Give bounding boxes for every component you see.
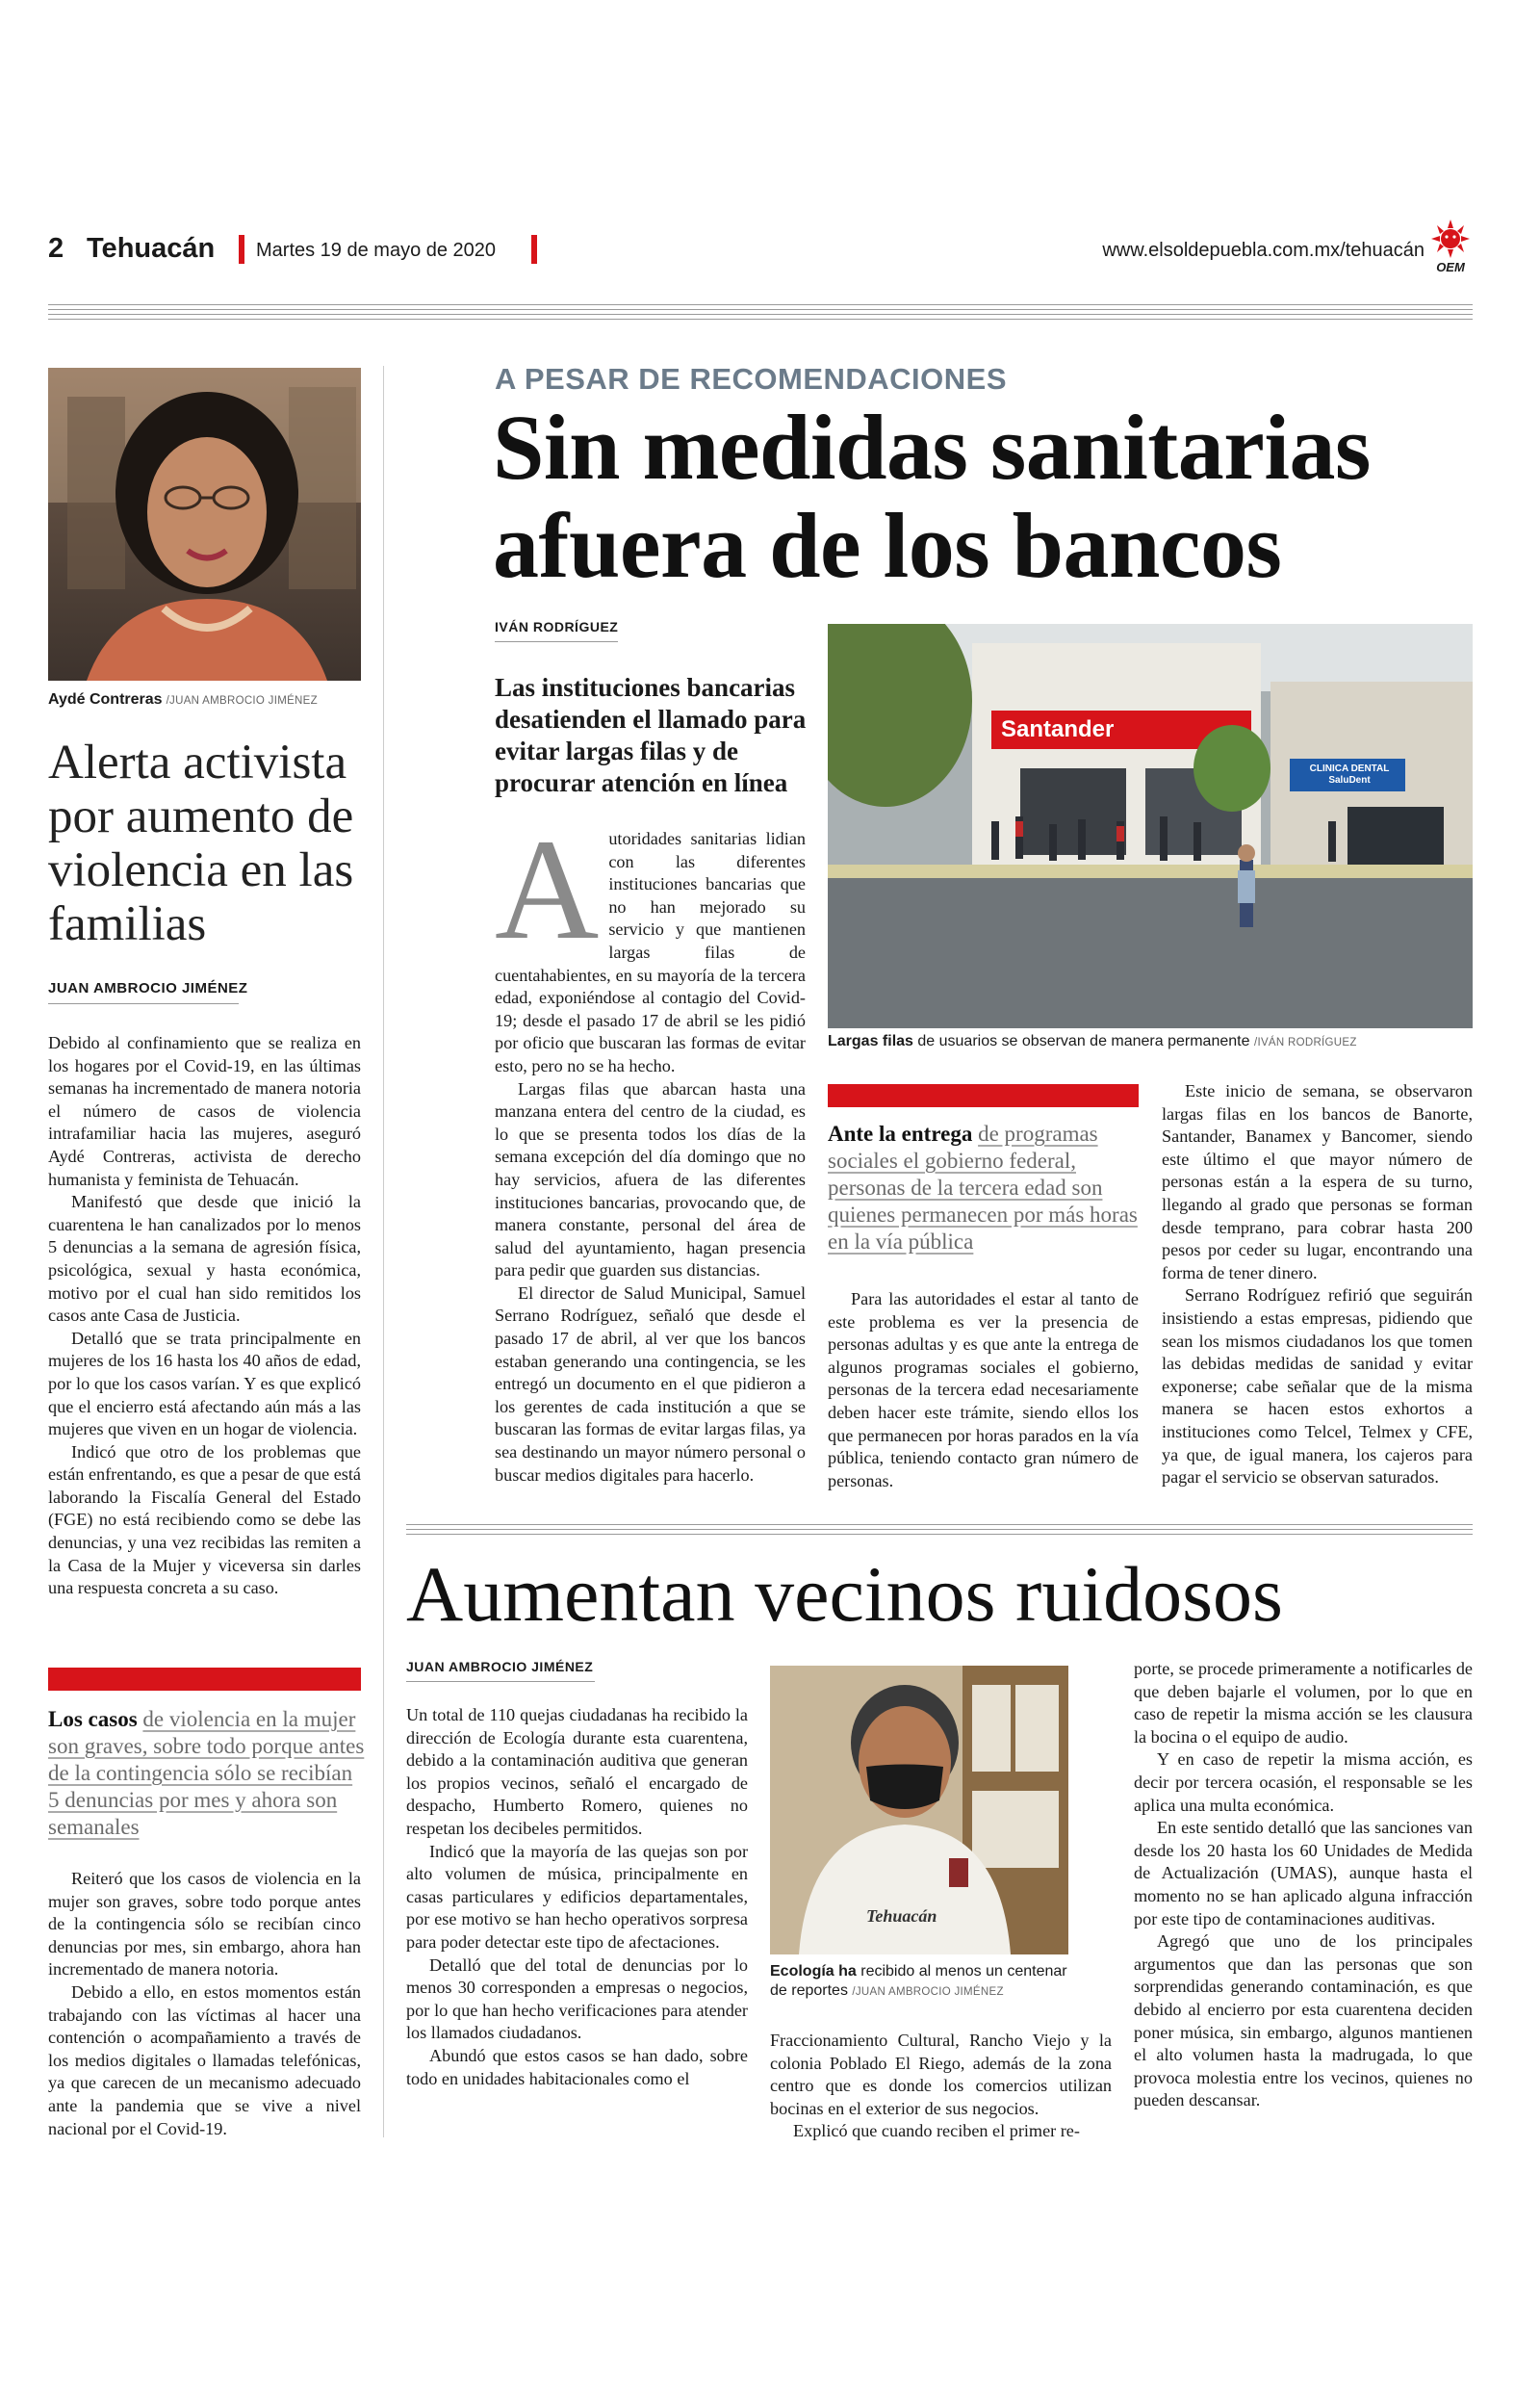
sidebar-byline: JUAN AMBROCIO JIMÉNEZ bbox=[48, 980, 248, 996]
photo-credit: /JUAN AMBROCIO JIMÉNEZ bbox=[852, 1986, 1004, 1998]
website-url[interactable]: www.elsoldepuebla.com.mx/tehuacán bbox=[1102, 240, 1424, 261]
main-byline: IVÁN RODRÍGUEZ bbox=[495, 619, 619, 634]
main-col-2 bbox=[828, 1288, 1139, 1492]
issue-date: Martes 19 de mayo de 2020 bbox=[256, 240, 497, 261]
main-pull-quote bbox=[828, 1121, 1145, 1255]
sidebar-headline: Alerta activista por aumento de violencia en las familias bbox=[48, 736, 354, 951]
pull-quote-text: de programas sociales el gobierno federal, personas de la tercera edad son quienes permanecen por más horas en la vía pública bbox=[828, 1122, 1138, 1254]
sidebar-body bbox=[48, 1032, 361, 1600]
ecology-photo bbox=[770, 1666, 1068, 1954]
paragraph: Detalló que se trata principalmente en mujeres de los 16 hasta los 40 años de edad, por lo que los casos varían. Y es que explicó que el encierro está afectando aún más a las mujeres que viven en un hogar de violencia. bbox=[48, 1328, 361, 1439]
pull-quote-text: de violencia en la mujer son graves, sobre todo porque antes de la contingencia sólo se recibían 5 denuncias por mes y ahora son semanales bbox=[48, 1707, 365, 1839]
byline-rule bbox=[495, 641, 618, 642]
paragraph: Indicó que otro de los problemas que están enfrentando, es que a pesar de que está laborando la Fiscalía General del Estado (FGE) no está recibiendo como se debe las denuncias, y una vez recibidas las remiten a la Casa de la Mujer y viceversa sin darles una respuesta concreta a su caso. bbox=[48, 1441, 361, 1598]
header-rule bbox=[48, 314, 1473, 315]
oem-logo-text: OEM bbox=[1436, 260, 1465, 274]
header-rule bbox=[48, 309, 1473, 310]
bank-photo bbox=[828, 624, 1473, 1028]
pull-quote-bar bbox=[48, 1668, 361, 1691]
paragraph: Debido a ello, en estos momentos están trabajando con las víctimas al hacer una contención o acompañamiento a través de los medios digitales o llamadas telefónicas, ya que carecen de un mecanismo adecuado ante la pandemia que se vive a nivel nacional por el Covid-19. bbox=[48, 1981, 361, 2138]
activist-photo bbox=[48, 368, 361, 681]
shirt-logo: Tehuacán bbox=[866, 1906, 937, 1926]
paragraph: Serrano Rodríguez refirió que seguirán insistiendo a estas empresas, pidiendo que sean los mismos ciudadanos los que tomen las debidas medidas de sanidad y evitar exponerse; cabe señalar que de la misma manera se hacen estos exhortos a instituciones como Telcel, Telmex y CFE, ya que, de igual manera, los cajeros para pagar el servicio se observan saturados. bbox=[1162, 1285, 1473, 1488]
pull-quote-bar bbox=[828, 1084, 1139, 1107]
sidebar-body-2 bbox=[48, 1868, 361, 2140]
street-scene-icon bbox=[828, 624, 1473, 1028]
sidebar-pull-quote bbox=[48, 1706, 366, 1841]
caption-name: Aydé Contreras bbox=[48, 691, 163, 708]
paragraph: utoridades sanitarias lidian con las diferentes instituciones bancarias que no han mejorado su servicio y que mantienen largas filas de cuentahabientes, en su mayoría de la tercera edad, exponiéndose al contagio del Covid-19; desde el pasado 17 de abril se les pidió por oficio que buscaran las formas de evitar esto, pero no se ha hecho. bbox=[495, 829, 806, 1075]
story-separator bbox=[406, 1524, 1473, 1525]
header-divider bbox=[239, 235, 244, 264]
ecology-photo-caption bbox=[770, 1962, 1078, 2002]
paragraph: Abundó que estos casos se han dado, sobre todo en unidades habitacionales como el bbox=[406, 2045, 748, 2088]
paragraph: Largas filas que abarcan hasta una manzana entera del centro de la ciudad, es lo que se presenta todos los días de la semana excepción del día domingo que no hay servicios, afuera de las diferentes instituciones bancarias, provocando que, de manera constante, personal del área de salud del ayuntamiento, hagan presencia para pedir que guarden sus distancias. bbox=[495, 1078, 806, 1281]
caption-text: recibido al menos un centenar de reportes bbox=[770, 1963, 1067, 1999]
main-headline: Sin medidas sanitarias afuera de los bancos bbox=[493, 396, 1371, 597]
main-col-3 bbox=[1162, 1080, 1473, 1489]
paragraph: Explicó que cuando reciben el primer re- bbox=[793, 2121, 1080, 2141]
bank-sign: Santander bbox=[1001, 716, 1115, 742]
byline-rule bbox=[48, 1003, 239, 1004]
portrait-icon bbox=[48, 368, 361, 681]
photo-caption bbox=[48, 691, 366, 709]
paragraph: Este inicio de semana, se observaron largas filas en los bancos de Banorte, Santander, Banamex y Bancomer, siendo este último el que mayor número de personas están a la espera de su turno, llegando al grado que personas se forman desde temprano, para cobrar hasta 200 pesos por ceder su lugar, encontrando una forma de tener dinero. bbox=[1162, 1081, 1473, 1282]
header-divider bbox=[531, 235, 537, 264]
bottom-byline: JUAN AMBROCIO JIMÉNEZ bbox=[406, 1659, 594, 1674]
photo-credit: /JUAN AMBROCIO JIMÉNEZ bbox=[166, 695, 318, 707]
paragraph: El director de Salud Municipal, Samuel Serrano Rodríguez, señaló que desde el pasado 17 de abril, al ver que los bancos estaban generando una contingencia, se les entregó un documento en el que pidieron a los gerentes de cada institución a que se buscaran las formas de evitar largas filas, ya sea destinando un mayor número personal o buscar medios digitales para hacerlo. bbox=[495, 1282, 806, 1485]
pull-quote-lead: Ante la entrega bbox=[828, 1122, 973, 1146]
main-deck: Las instituciones bancarias desatienden el llamado para evitar largas filas y de procurar atención en línea bbox=[495, 673, 807, 797]
kicker: A PESAR DE RECOMENDACIONES bbox=[495, 362, 1008, 396]
drop-cap: A bbox=[495, 810, 600, 970]
bottom-col-1 bbox=[406, 1704, 748, 2090]
caption-text: de usuarios se observan de manera permanente bbox=[917, 1033, 1250, 1049]
story-separator bbox=[406, 1534, 1473, 1535]
paragraph: Reiteró que los casos de violencia en la mujer son graves, sobre todo porque antes de la contingencia sólo se recibían cinco denuncias por mes, sin embargo, ahora han incrementado de manera notoria. bbox=[48, 1869, 361, 1980]
header-rule bbox=[48, 319, 1473, 320]
bottom-col-2 bbox=[770, 2030, 1112, 2143]
photo-credit: /IVÁN RODRÍGUEZ bbox=[1253, 1037, 1357, 1048]
paragraph: Y en caso de repetir la misma acción, es decir por tercera ocasión, el responsable se les aplica una multa económica. bbox=[1134, 1749, 1473, 1815]
section-name: Tehuacán bbox=[87, 233, 216, 264]
header-rule bbox=[48, 304, 1473, 305]
story-separator bbox=[406, 1529, 1473, 1530]
bottom-headline: Aumentan vecinos ruidosos bbox=[406, 1550, 1283, 1638]
main-col-1 bbox=[495, 810, 806, 1487]
paragraph: Detalló que del total de denuncias por lo menos 30 corresponden a empresas o negocios, por lo que han hecho verificaciones para atender los llamados ciudadanos. bbox=[406, 1954, 748, 2043]
column-divider bbox=[383, 366, 384, 2137]
clinic-sign: CLINICA DENTAL SaluDent bbox=[1309, 763, 1390, 786]
paragraph: Un total de 110 quejas ciudadanas ha recibido la dirección de Ecología durante esta cuarentena, debido a la contaminación auditiva que generan los propios vecinos, señaló el encargado de despacho, Humberto Romero, quienes no respetan los decibeles permitidos. bbox=[406, 1705, 748, 1838]
paragraph: Manifestó que desde que inició la cuarentena le han canalizados por lo menos 5 denuncias a la semana de agresión física, psicológica, sexual y hasta económica, motivo por el cual han sido remitidos los casos ante Casa de Justicia. bbox=[48, 1192, 361, 1326]
paragraph: Para las autoridades el estar al tanto de este problema es ver la presencia de personas adultas y es que ante la entrega de algunos programas sociales el gobierno, personas de la tercera edad necesariamente deben hacer este trámite, siendo ellos los que permanecen por horas parados en la vía pública, teniendo contacto gran número de personas. bbox=[828, 1289, 1139, 1490]
paragraph: En este sentido detalló que las sanciones van desde los 20 hasta los 60 Unidades de Medida de Actualización (UMAS), aunque hasta el momento no se han aplicado alguna infracción por este tipo de contaminaciones auditivas. bbox=[1134, 1818, 1473, 1928]
paragraph: Fraccionamiento Cultural, Rancho Viejo y la colonia Poblado El Riego, además de la zona centro que es donde los comercios utilizan bocinas en el exterior de sus negocios. bbox=[770, 2031, 1112, 2118]
caption-lead: Largas filas bbox=[828, 1033, 913, 1049]
page-number: 2 bbox=[48, 233, 64, 264]
paragraph: Agregó que uno de los principales argumentos que dan las personas que son sorprendidas generando contaminación, es que debido al encierro por esta cuarentena deciden poner música, sin embargo, algunos mantienen el alto volumen hasta la madrugada, lo que provoca molestia entre los vecinos, quienes no pueden descansar. bbox=[1134, 1931, 1473, 2110]
byline-rule bbox=[406, 1681, 595, 1682]
paragraph: porte, se procede primeramente a notificarles de que deben bajarle el volumen, por lo que en caso de repetir la misma acción se les clausura la bocina o el equipo de audio. bbox=[1134, 1659, 1473, 1747]
pull-quote-lead: Los casos bbox=[48, 1707, 138, 1731]
bottom-col-3 bbox=[1134, 1658, 1473, 2112]
paragraph: Indicó que la mayoría de las quejas son por alto volumen de música, principalmente en casas particulares y edificios departamentales, por ese motivo se han hecho operativos sorpresa para poder detectar este tipo de afectaciones. bbox=[406, 1841, 748, 1952]
oem-logo bbox=[1428, 220, 1473, 275]
paragraph: Debido al confinamiento que se realiza en los hogares por el Covid-19, en las últimas semanas ha incrementado de manera notoria el número de casos de violencia intrafamiliar hacia las mujeres, aseguró Aydé Contreras, activista de derecho humanista y feminista de Tehuacán. bbox=[48, 1033, 361, 1189]
caption-lead: Ecología ha bbox=[770, 1963, 857, 1980]
bank-photo-caption bbox=[828, 1033, 1482, 1050]
